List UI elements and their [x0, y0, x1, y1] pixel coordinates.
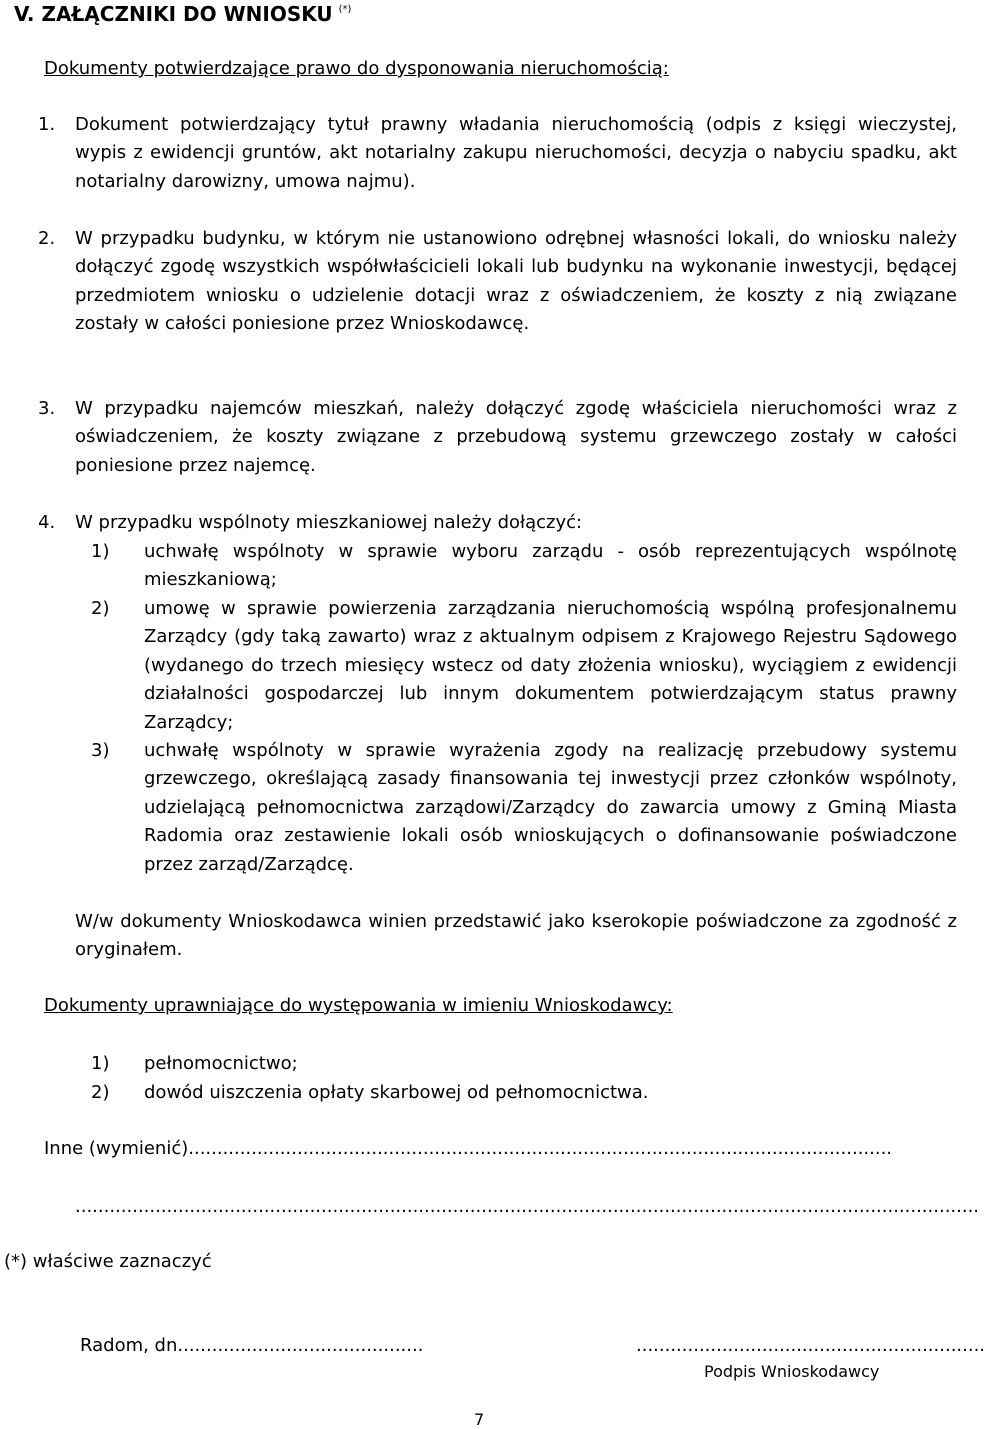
- subitem-2-text: umowę w sprawie powierzenia zarządzania nieruchomością wspólną profesjonalnemu Zarządcy (gdy taką zawarto) wraz z aktualnym odpisem z Krajowego Rejestru Sądowego (wydanego do trzech miesięcy wstecz od daty złożenia wniosku), wyciągiem z ewidencji działalności gospodarczej lub innym dokumentem potwierdzającym status prawny Zarządcy;: [144, 598, 957, 733]
- item-2-text: W przypadku budynku, w którym nie ustanowiono odrębnej własności lokali, do wniosku należy dołączyć zgodę wszystkich współwłaścicieli lokali lub budynku na wykonanie inwestycji, będącej przedmiotem wniosku o udzielenie dotacji wraz z oświadczeniem, że koszty z nią związane zostały w całości poniesione przez Wnioskodawcę.: [75, 228, 957, 335]
- other-field-line: ..............................................................................................................................................................: [75, 1196, 980, 1217]
- representation-heading: Dokumenty uprawniające do występowania w imieniu Wnioskodawcy:: [44, 995, 673, 1016]
- section-title-mark: (*): [338, 4, 352, 15]
- subitem-3-text: uchwałę wspólnoty w sprawie wyrażenia zgody na realizację przebudowy systemu grzewczego, określającą zasady finansowania tej inwestycji przez członków wspólnoty, udzielającą pełnomocnictwa zarządowi/Zarządcy do zawarcia umowy z Gminą Miasta Radomia oraz zestawienie lokali osób wnioskujących o dofinansowanie poświadczone przez zarząd/Zarządcę.: [144, 740, 957, 875]
- item-4-text: W przypadku wspólnoty mieszkaniowej należy dołączyć:: [75, 512, 583, 533]
- item-3-number: 3.: [38, 398, 56, 419]
- subitem-1-number: 1): [91, 541, 110, 562]
- signature-line: .............................................................: [636, 1335, 985, 1356]
- section-title-text: V. ZAŁĄCZNIKI DO WNIOSKU: [14, 2, 333, 26]
- rep-item-1-text: pełnomocnictwo;: [144, 1053, 298, 1074]
- other-field-label: Inne (wymienić)...........................................................................................................................: [44, 1138, 893, 1159]
- item-2-number: 2.: [38, 228, 56, 249]
- subitem-3-number: 3): [91, 740, 110, 761]
- subitem-1-text: uchwałę wspólnoty w sprawie wyboru zarządu - osób reprezentujących wspólnotę mieszkaniową;: [144, 541, 957, 591]
- item-1-number: 1.: [38, 114, 56, 135]
- item-3-text: W przypadku najemców mieszkań, należy dołączyć zgodę właściciela nieruchomości wraz z oświadczeniem, że koszty związane z przebudową systemu grzewczego zostały w całości poniesione przez najemcę.: [75, 398, 957, 476]
- item-1-text: Dokument potwierdzający tytuł prawny władania nieruchomością (odpis z księgi wieczystej, wypis z ewidencji gruntów, akt notarialny zakupu nieruchomości, decyzja o nabyciu spadku, akt notarialny darowizny, umowa najmu).: [75, 114, 957, 192]
- page-number: 7: [474, 1410, 485, 1429]
- rep-item-2-text: dowód uiszczenia opłaty skarbowej od pełnomocnictwa.: [144, 1082, 649, 1103]
- section-title: [14, 2, 351, 26]
- footnote: (*) właściwe zaznaczyć: [4, 1251, 212, 1272]
- rep-item-1-number: 1): [91, 1053, 110, 1074]
- copies-note: W/w dokumenty Wnioskodawca winien przedstawić jako kserokopie poświadczone za zgodność z oryginałem.: [75, 911, 957, 961]
- rep-item-2-number: 2): [91, 1082, 110, 1103]
- item-4-number: 4.: [38, 512, 56, 533]
- ownership-heading: Dokumenty potwierdzające prawo do dysponowania nieruchomością:: [44, 58, 669, 79]
- signature-label: Podpis Wnioskodawcy: [704, 1362, 880, 1381]
- subitem-2-number: 2): [91, 598, 110, 619]
- place-date-field: Radom, dn...........................................: [80, 1335, 424, 1356]
